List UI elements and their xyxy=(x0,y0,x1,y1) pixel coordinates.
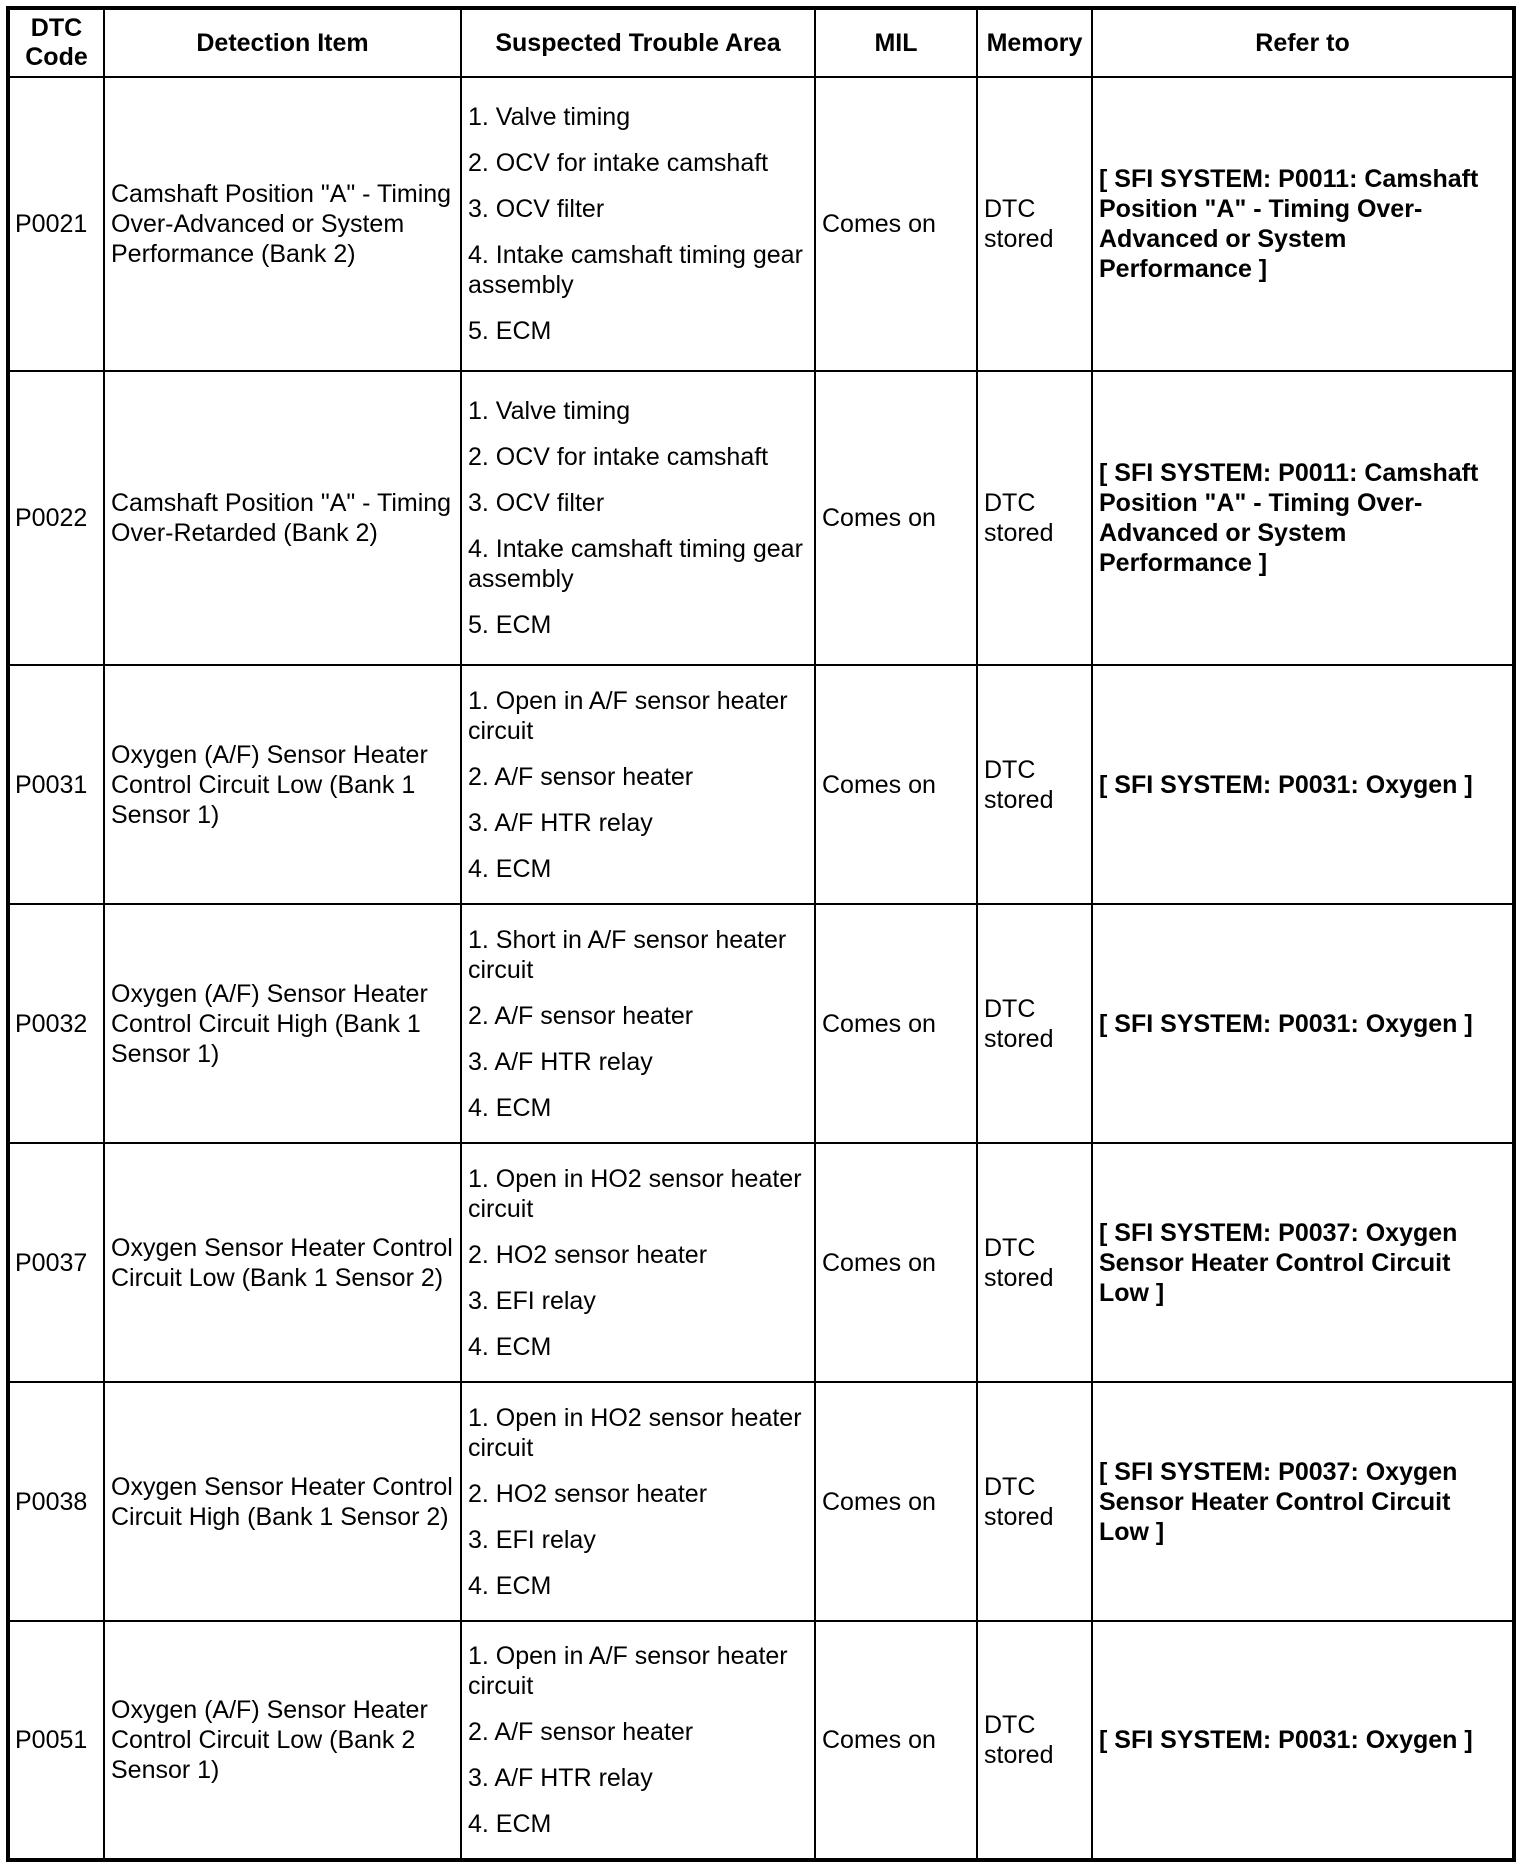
table-header-row xyxy=(8,8,1514,77)
suspected-area-item: 4. ECM xyxy=(468,1332,552,1361)
detection-item-cell: Camshaft Position "A" - Timing Over-Retarded (Bank 2) xyxy=(104,371,461,665)
header-suspected-trouble-area: Suspected Trouble Area xyxy=(461,8,815,77)
memory-cell: DTC stored xyxy=(977,904,1092,1143)
suspected-area-item: 4. Intake camshaft timing gear assembly xyxy=(468,241,803,299)
suspected-area-item: 2. HO2 sensor heater xyxy=(468,1240,708,1269)
mil-cell: Comes on xyxy=(815,1143,977,1382)
memory-cell: DTC stored xyxy=(977,1143,1092,1382)
table-row xyxy=(8,904,1514,1143)
suspected-area-list xyxy=(468,94,808,354)
dtc-code-cell: P0022 xyxy=(8,371,104,665)
suspected-area-item: 1. Open in HO2 sensor heater circuit xyxy=(468,1164,802,1223)
header-dtc-code: DTC Code xyxy=(8,8,104,77)
suspected-area-item: 3. EFI relay xyxy=(468,1525,596,1554)
dtc-code-cell: P0031 xyxy=(8,665,104,904)
suspected-area-item: 1. Valve timing xyxy=(468,397,631,425)
suspected-area-item: 4. Intake camshaft timing gear assembly xyxy=(468,535,803,593)
suspected-area-item: 1. Open in HO2 sensor heater circuit xyxy=(468,1403,802,1462)
refer-to-cell: [ SFI SYSTEM: P0037: Oxygen Sensor Heater Control Circuit Low ] xyxy=(1092,1143,1514,1382)
dtc-code-cell: P0032 xyxy=(8,904,104,1143)
dtc-table-wrapper xyxy=(6,6,1516,1862)
suspected-area-item: 3. A/F HTR relay xyxy=(468,1047,653,1076)
mil-cell: Comes on xyxy=(815,1382,977,1621)
memory-cell: DTC stored xyxy=(977,371,1092,665)
refer-to-cell: [ SFI SYSTEM: P0031: Oxygen ] xyxy=(1092,1621,1514,1860)
suspected-area-item: 4. ECM xyxy=(468,1093,552,1122)
memory-cell: DTC stored xyxy=(977,1382,1092,1621)
mil-cell: Comes on xyxy=(815,77,977,371)
suspected-area-item: 1. Open in A/F sensor heater circuit xyxy=(468,686,788,745)
suspected-area-item: 4. ECM xyxy=(468,1571,552,1600)
table-row xyxy=(8,1382,1514,1621)
suspected-area-item: 4. ECM xyxy=(468,854,552,883)
table-row xyxy=(8,1621,1514,1860)
refer-to-cell: [ SFI SYSTEM: P0031: Oxygen ] xyxy=(1092,665,1514,904)
refer-to-cell: [ SFI SYSTEM: P0011: Camshaft Position "A" - Timing Over-Advanced or System Performance ] xyxy=(1092,77,1514,371)
refer-to-cell: [ SFI SYSTEM: P0037: Oxygen Sensor Heater Control Circuit Low ] xyxy=(1092,1382,1514,1621)
suspected-area-cell xyxy=(461,665,815,904)
suspected-area-item: 3. OCV filter xyxy=(468,195,605,223)
suspected-area-cell xyxy=(461,77,815,371)
suspected-area-cell xyxy=(461,1143,815,1382)
suspected-area-item: 3. A/F HTR relay xyxy=(468,808,653,837)
suspected-area-list xyxy=(468,917,808,1131)
suspected-area-list xyxy=(468,388,808,648)
suspected-area-item: 1. Open in A/F sensor heater circuit xyxy=(468,1642,788,1700)
detection-item-cell: Oxygen (A/F) Sensor Heater Control Circuit Low (Bank 2 Sensor 1) xyxy=(104,1621,461,1860)
suspected-area-item: 1. Short in A/F sensor heater circuit xyxy=(468,925,787,984)
detection-item-cell: Camshaft Position "A" - Timing Over-Advanced or System Performance (Bank 2) xyxy=(104,77,461,371)
suspected-area-item: 3. OCV filter xyxy=(468,489,605,517)
mil-cell: Comes on xyxy=(815,665,977,904)
refer-to-cell: [ SFI SYSTEM: P0031: Oxygen ] xyxy=(1092,904,1514,1143)
detection-item-cell: Oxygen (A/F) Sensor Heater Control Circuit High (Bank 1 Sensor 1) xyxy=(104,904,461,1143)
suspected-area-item: 2. HO2 sensor heater xyxy=(468,1479,708,1508)
suspected-area-list xyxy=(468,1633,808,1847)
suspected-area-cell xyxy=(461,1621,815,1860)
table-row xyxy=(8,1143,1514,1382)
mil-cell: Comes on xyxy=(815,904,977,1143)
table-body xyxy=(8,77,1514,1860)
mil-cell: Comes on xyxy=(815,371,977,665)
dtc-code-cell: P0051 xyxy=(8,1621,104,1860)
suspected-area-item: 5. ECM xyxy=(468,611,552,639)
suspected-area-item: 2. A/F sensor heater xyxy=(468,1718,694,1746)
suspected-area-item: 1. Valve timing xyxy=(468,103,631,131)
header-detection-item: Detection Item xyxy=(104,8,461,77)
dtc-code-cell: P0021 xyxy=(8,77,104,371)
suspected-area-item: 5. ECM xyxy=(468,317,552,345)
suspected-area-cell xyxy=(461,371,815,665)
suspected-area-item: 2. OCV for intake camshaft xyxy=(468,443,769,471)
detection-item-cell: Oxygen Sensor Heater Control Circuit Low (Bank 1 Sensor 2) xyxy=(104,1143,461,1382)
suspected-area-item: 2. A/F sensor heater xyxy=(468,762,694,791)
suspected-area-list xyxy=(468,1156,808,1370)
detection-item-cell: Oxygen (A/F) Sensor Heater Control Circuit Low (Bank 1 Sensor 1) xyxy=(104,665,461,904)
table-row xyxy=(8,665,1514,904)
suspected-area-item: 4. ECM xyxy=(468,1810,552,1838)
suspected-area-item: 3. EFI relay xyxy=(468,1286,596,1315)
table-row xyxy=(8,77,1514,371)
table-row xyxy=(8,371,1514,665)
memory-cell: DTC stored xyxy=(977,77,1092,371)
suspected-area-item: 2. A/F sensor heater xyxy=(468,1001,694,1030)
suspected-area-list xyxy=(468,678,808,892)
suspected-area-item: 3. A/F HTR relay xyxy=(468,1764,653,1792)
detection-item-cell: Oxygen Sensor Heater Control Circuit High (Bank 1 Sensor 2) xyxy=(104,1382,461,1621)
suspected-area-item: 2. OCV for intake camshaft xyxy=(468,149,769,177)
suspected-area-list xyxy=(468,1395,808,1609)
mil-cell: Comes on xyxy=(815,1621,977,1860)
header-mil: MIL xyxy=(815,8,977,77)
suspected-area-cell xyxy=(461,904,815,1143)
memory-cell: DTC stored xyxy=(977,665,1092,904)
dtc-table xyxy=(6,6,1516,1862)
dtc-code-cell: P0038 xyxy=(8,1382,104,1621)
dtc-code-cell: P0037 xyxy=(8,1143,104,1382)
memory-cell: DTC stored xyxy=(977,1621,1092,1860)
suspected-area-cell xyxy=(461,1382,815,1621)
refer-to-cell: [ SFI SYSTEM: P0011: Camshaft Position "A" - Timing Over-Advanced or System Performance ] xyxy=(1092,371,1514,665)
header-memory: Memory xyxy=(977,8,1092,77)
header-refer-to: Refer to xyxy=(1092,8,1514,77)
